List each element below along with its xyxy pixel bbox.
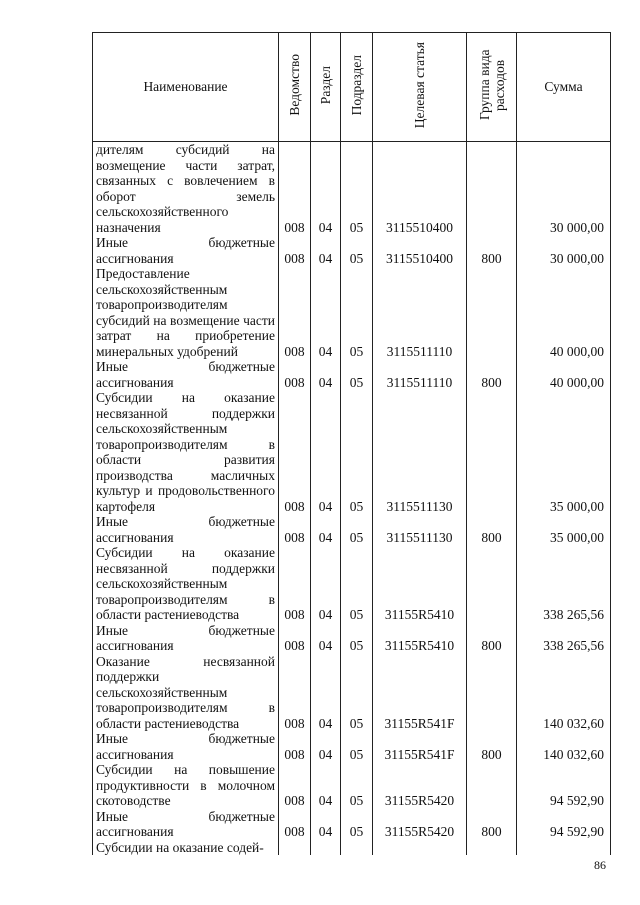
cell-group: 800	[467, 359, 517, 390]
cell-target: 3115510400	[373, 235, 467, 266]
cell-subsection: 05	[341, 545, 373, 623]
cell-group: 800	[467, 731, 517, 762]
cell-group: 800	[467, 809, 517, 840]
cell-sum: 94 592,90	[517, 762, 611, 809]
cell-group	[467, 390, 517, 514]
cell-dept: 008	[279, 762, 311, 809]
cell-subsection: 05	[341, 762, 373, 809]
table-row	[93, 235, 611, 266]
table-row	[93, 762, 611, 809]
cell-section: 04	[311, 623, 341, 654]
cell-name: Субсидии на оказание несвязанной поддержки сельскохозяйственным товаропроизводителям в области развития производства масличных культур и продовольственного картофеля	[93, 390, 279, 514]
cell-target: 31155R5420	[373, 762, 467, 809]
cell-subsection: 05	[341, 809, 373, 840]
cell-name: Иные бюджетные ассигнования	[93, 623, 279, 654]
cell-name: Иные бюджетные ассигнования	[93, 359, 279, 390]
cell-dept: 008	[279, 142, 311, 236]
cell-sum: 40 000,00	[517, 266, 611, 359]
cell-target: 31155R5420	[373, 809, 467, 840]
cell-subsection: 05	[341, 266, 373, 359]
cell-subsection: 05	[341, 235, 373, 266]
cell-sum: 140 032,60	[517, 654, 611, 732]
cell-dept: 008	[279, 545, 311, 623]
cell-target: 31155R541F	[373, 654, 467, 732]
cell-name: Иные бюджетные ассигнования	[93, 809, 279, 840]
cell-target: 31155R541F	[373, 731, 467, 762]
cell-group: 800	[467, 514, 517, 545]
cell-target	[373, 840, 467, 856]
cell-sum: 94 592,90	[517, 809, 611, 840]
cell-dept: 008	[279, 809, 311, 840]
header-row	[93, 33, 611, 142]
cell-sum: 40 000,00	[517, 359, 611, 390]
cell-section: 04	[311, 762, 341, 809]
cell-target: 31155R5410	[373, 623, 467, 654]
cell-section	[311, 840, 341, 856]
table-row	[93, 359, 611, 390]
table-row	[93, 142, 611, 236]
cell-target: 3115511130	[373, 514, 467, 545]
cell-subsection: 05	[341, 731, 373, 762]
budget-table	[92, 32, 611, 855]
cell-subsection: 05	[341, 623, 373, 654]
cell-name: дителям субсидий на возмещение части затрат, связанных с вовлечением в оборот земель сельскохозяйственного назначения	[93, 142, 279, 236]
cell-name: Иные бюджетные ассигнования	[93, 731, 279, 762]
cell-subsection: 05	[341, 390, 373, 514]
page-number: 86	[594, 858, 606, 872]
header-subsection: Подраздел	[341, 33, 373, 142]
table-row	[93, 266, 611, 359]
cell-name: Оказание несвязанной поддержки сельскохозяйственным товаропроизводителям в области растениеводства	[93, 654, 279, 732]
header-group: Группа вида расходов	[467, 33, 517, 142]
cell-group	[467, 545, 517, 623]
table-row	[93, 840, 611, 856]
cell-dept: 008	[279, 235, 311, 266]
cell-section: 04	[311, 142, 341, 236]
header-dept: Ведомство	[279, 33, 311, 142]
cell-sum	[517, 840, 611, 856]
cell-dept: 008	[279, 390, 311, 514]
table-row	[93, 654, 611, 732]
table-row	[93, 731, 611, 762]
cell-section: 04	[311, 545, 341, 623]
cell-section: 04	[311, 514, 341, 545]
cell-subsection: 05	[341, 142, 373, 236]
cell-sum: 30 000,00	[517, 142, 611, 236]
cell-sum: 338 265,56	[517, 545, 611, 623]
cell-sum: 35 000,00	[517, 514, 611, 545]
cell-name: Иные бюджетные ассигнования	[93, 235, 279, 266]
cell-sum: 35 000,00	[517, 390, 611, 514]
cell-group: 800	[467, 235, 517, 266]
table-row	[93, 545, 611, 623]
cell-target: 3115511110	[373, 266, 467, 359]
header-target: Целевая статья	[373, 33, 467, 142]
cell-subsection	[341, 840, 373, 856]
table-row	[93, 514, 611, 545]
cell-sum: 30 000,00	[517, 235, 611, 266]
cell-name: Субсидии на повышение продуктивности в молочном скотоводстве	[93, 762, 279, 809]
cell-target: 3115510400	[373, 142, 467, 236]
header-sum: Сумма	[517, 33, 611, 142]
cell-subsection: 05	[341, 514, 373, 545]
cell-section: 04	[311, 235, 341, 266]
cell-section: 04	[311, 731, 341, 762]
table-row	[93, 390, 611, 514]
table-row	[93, 623, 611, 654]
cell-name: Предоставление сельскохозяйственным товаропроизводителям субсидий на возмещение части затрат на приобретение минеральных удобрений	[93, 266, 279, 359]
cell-subsection: 05	[341, 359, 373, 390]
cell-group	[467, 654, 517, 732]
cell-dept: 008	[279, 266, 311, 359]
cell-dept: 008	[279, 731, 311, 762]
cell-dept	[279, 840, 311, 856]
cell-dept: 008	[279, 623, 311, 654]
cell-section: 04	[311, 809, 341, 840]
cell-group	[467, 840, 517, 856]
cell-dept: 008	[279, 514, 311, 545]
cell-group	[467, 266, 517, 359]
cell-group: 800	[467, 623, 517, 654]
cell-name: Иные бюджетные ассигнования	[93, 514, 279, 545]
cell-target: 31155R5410	[373, 545, 467, 623]
cell-section: 04	[311, 359, 341, 390]
cell-section: 04	[311, 390, 341, 514]
cell-target: 3115511110	[373, 359, 467, 390]
cell-group	[467, 762, 517, 809]
header-name: Наименование	[93, 33, 279, 142]
cell-section: 04	[311, 654, 341, 732]
cell-section: 04	[311, 266, 341, 359]
cell-sum: 338 265,56	[517, 623, 611, 654]
cell-subsection: 05	[341, 654, 373, 732]
cell-target: 3115511130	[373, 390, 467, 514]
cell-name: Субсидии на оказание несвязанной поддержки сельскохозяйственным товаропроизводителям в области растениеводства	[93, 545, 279, 623]
cell-sum: 140 032,60	[517, 731, 611, 762]
cell-dept: 008	[279, 654, 311, 732]
cell-group	[467, 142, 517, 236]
table-row	[93, 809, 611, 840]
cell-dept: 008	[279, 359, 311, 390]
cell-name: Субсидии на оказание содей-	[93, 840, 279, 856]
header-section: Раздел	[311, 33, 341, 142]
